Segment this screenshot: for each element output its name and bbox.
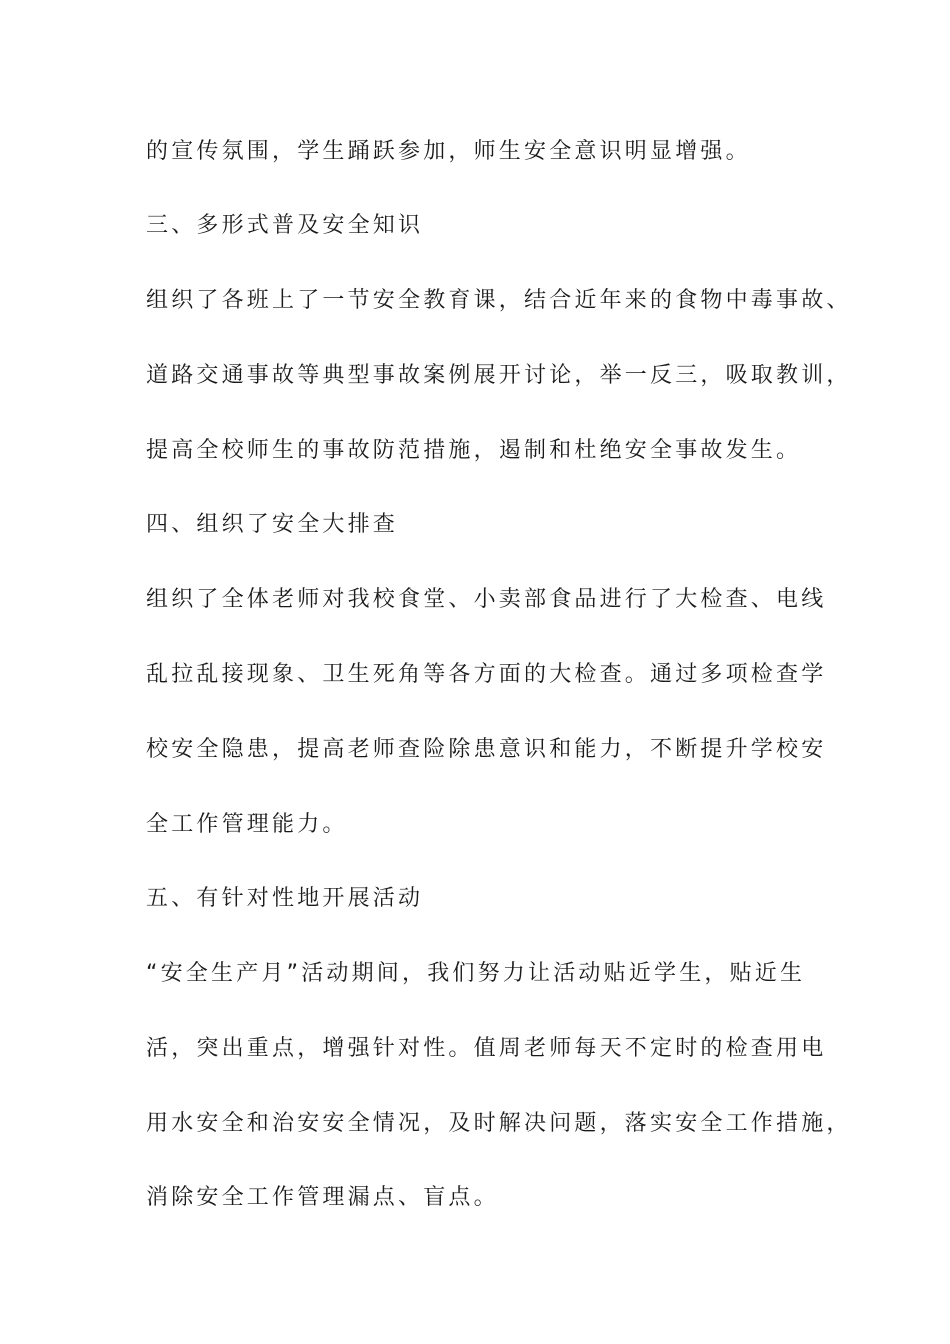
paragraph-line: 全工作管理能力。 [146,812,348,837]
paragraph-line: 校安全隐患，提高老师查险除患意识和能力，不断提升学校安 [146,737,827,762]
section-heading-4: 四、组织了安全大排查 [146,512,399,537]
paragraph-line: 用水安全和治安安全情况，及时解决问题，落实安全工作措施， [146,1111,852,1136]
section-heading-5: 五、有针对性地开展活动 [146,886,424,911]
paragraph-line: 的宣传氛围，学生踊跃参加，师生安全意识明显增强。 [146,139,751,164]
paragraph-line: 活，突出重点，增强针对性。值周老师每天不定时的检查用电 [146,1036,827,1061]
paragraph-line: 道路交通事故等典型事故案例展开讨论，举一反三，吸取教训， [146,363,852,388]
paragraph-line: 组织了各班上了一节安全教育课，结合近年来的食物中毒事故、 [146,288,852,313]
paragraph-line: 消除安全工作管理漏点、盲点。 [146,1185,499,1210]
paragraph-line: 提高全校师生的事故防范措施，遏制和杜绝安全事故发生。 [146,438,802,463]
paragraph-line: “安全生产月”活动期间，我们努力让活动贴近学生，贴近生 [146,961,806,986]
paragraph-line: 组织了全体老师对我校食堂、小卖部食品进行了大检查、电线 [146,587,827,612]
section-heading-3: 三、多形式普及安全知识 [146,213,424,238]
paragraph-line: 乱拉乱接现象、卫生死角等各方面的大检查。通过多项检查学 [146,662,827,687]
